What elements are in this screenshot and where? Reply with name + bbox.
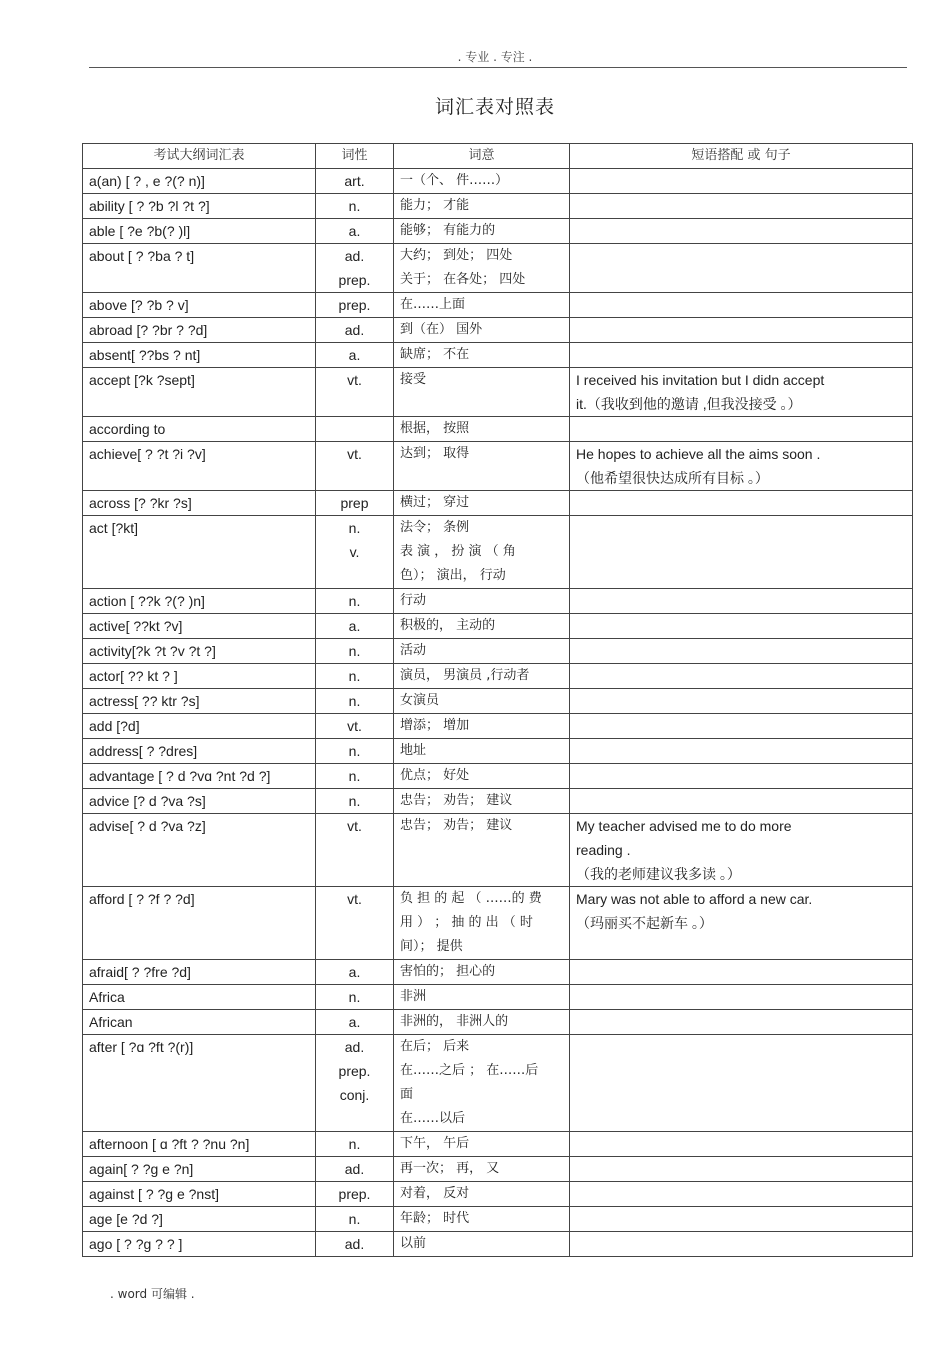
example-cell [570,1232,913,1257]
pos-line: n. [348,768,361,784]
table-row [83,689,913,714]
meaning-line: 接受 [400,372,427,387]
table-row [83,789,913,814]
table-row [83,442,913,491]
meaning-cell [394,343,570,368]
meaning-line: 在……之后 ； 在……后 [400,1063,539,1078]
pos-line: prep. [338,1186,371,1202]
pos-line: vt. [347,372,362,388]
meaning-line: 积极的， 主动的 [400,618,496,633]
pos-cell [316,764,394,789]
pos-line: n. [348,643,361,659]
pos-line: a. [348,618,361,634]
table-row [83,1132,913,1157]
header-meaning: 词意 [394,144,570,169]
word-cell: according to [83,417,316,442]
meaning-line: 演员， 男演员 ,行动者 [400,668,530,683]
table-row [83,1010,913,1035]
example-cell [570,739,913,764]
pos-cell [316,491,394,516]
meaning-line: 能够； 有能力的 [400,223,496,238]
pos-line: a. [348,347,361,363]
table-row [83,293,913,318]
example-line: My teacher advised me to do more [576,818,792,834]
example-cell [570,194,913,219]
table-row [83,516,913,589]
pos-cell [316,417,394,442]
meaning-cell [394,516,570,589]
table-row [83,814,913,887]
pos-cell [316,169,394,194]
example-line: it.（我收到他的邀请 ,但我没接受 。） [576,396,802,412]
pos-cell [316,1157,394,1182]
word-cell: actor[ ?? kt ? ] [83,664,316,689]
table-header-row [83,144,913,169]
meaning-cell [394,887,570,960]
word-cell: Africa [83,985,316,1010]
pos-line: n. [348,793,361,809]
word-cell: absent[ ??bs ? nt] [83,343,316,368]
meaning-line: 色）； 演出， 行动 [400,568,506,583]
example-cell [570,714,913,739]
meaning-line: 害怕的； 担心的 [400,964,496,979]
word-cell: advice [? d ?va ?s] [83,789,316,814]
pos-line: n. [348,593,361,609]
pos-cell [316,1207,394,1232]
word-cell: accept [?k ?sept] [83,368,316,417]
pos-cell [316,1035,394,1132]
table-row [83,960,913,985]
pos-cell [316,1010,394,1035]
meaning-line: 根据， 按照 [400,421,470,436]
pos-line: prep. [338,297,371,313]
pos-line: vt. [347,891,362,907]
meaning-cell [394,789,570,814]
table-row [83,764,913,789]
pos-line: vt. [347,718,362,734]
meaning-line: 面 [400,1087,414,1102]
pos-cell [316,219,394,244]
pos-cell [316,1182,394,1207]
example-line: （我的老师建议我多读 。） [576,866,741,882]
pos-line: conj. [339,1087,370,1103]
word-cell: afraid[ ? ?fre ?d] [83,960,316,985]
pos-line: n. [348,989,361,1005]
example-cell [570,1157,913,1182]
pos-cell [316,1132,394,1157]
meaning-line: 增添； 增加 [400,718,470,733]
meaning-line: 对着， 反对 [400,1186,470,1201]
meaning-line: 用 ） ； 抽 的 出 （ 时 [400,915,533,930]
example-cell [570,789,913,814]
example-cell [570,985,913,1010]
pos-line: n. [348,1136,361,1152]
example-cell [570,887,913,960]
word-cell: ago [ ? ?g ? ? ] [83,1232,316,1257]
meaning-cell [394,293,570,318]
pos-line: n. [348,520,361,536]
meaning-cell [394,664,570,689]
meaning-line: 在……以后 [400,1111,466,1126]
meaning-line: 间）； 提供 [400,939,463,954]
meaning-cell [394,244,570,293]
word-cell: about [ ? ?ba ? t] [83,244,316,293]
word-cell: afternoon [ ɑ ?ft ? ?nu ?n] [83,1132,316,1157]
pos-cell [316,714,394,739]
meaning-line: 能力； 才能 [400,198,470,213]
table-row [83,1157,913,1182]
meaning-line: 活动 [400,643,427,658]
meaning-cell [394,714,570,739]
pos-line: ad. [344,1039,365,1055]
meaning-cell [394,1232,570,1257]
pos-line: n. [348,668,361,684]
page-title: 词汇表对照表 [434,96,555,118]
example-cell [570,169,913,194]
example-cell [570,491,913,516]
table-row [83,343,913,368]
word-cell: against [ ? ?g e ?nst] [83,1182,316,1207]
example-cell [570,1207,913,1232]
pos-cell [316,639,394,664]
meaning-cell [394,739,570,764]
word-cell: actress[ ?? ktr ?s] [83,689,316,714]
table-row [83,1035,913,1132]
pos-cell [316,739,394,764]
example-cell [570,960,913,985]
pos-line: vt. [347,446,362,462]
meaning-cell [394,318,570,343]
pos-line: a. [348,223,361,239]
table-row [83,639,913,664]
example-line: （玛丽买不起新车 。） [576,915,713,931]
pos-cell [316,368,394,417]
table-row [83,1207,913,1232]
meaning-cell [394,814,570,887]
page-footer: . word 可编辑 . [110,1287,195,1301]
meaning-line: 忠告； 劝告； 建议 [400,793,513,808]
pos-cell [316,960,394,985]
example-line: Mary was not able to afford a new car. [576,891,813,907]
meaning-line: 一（个、 件……） [400,173,509,188]
example-cell [570,442,913,491]
meaning-cell [394,442,570,491]
example-cell [570,343,913,368]
example-cell [570,244,913,293]
table-row [83,368,913,417]
word-cell: add [?d] [83,714,316,739]
example-cell [570,368,913,417]
pos-line: ad. [344,322,365,338]
table-row [83,491,913,516]
pos-cell [316,985,394,1010]
pos-cell [316,589,394,614]
example-cell [570,589,913,614]
example-cell [570,516,913,589]
pos-cell [316,194,394,219]
meaning-line: 下午， 午后 [400,1136,470,1151]
pos-line: v. [349,544,360,560]
meaning-cell [394,219,570,244]
meaning-line: 到（在） 国外 [400,322,483,337]
example-cell [570,1132,913,1157]
example-line: （他希望很快达成所有目标 。） [576,470,769,486]
pos-line: a. [348,1014,361,1030]
meaning-line: 大约； 到处； 四处 [400,248,513,263]
meaning-cell [394,1182,570,1207]
example-cell [570,219,913,244]
example-cell [570,417,913,442]
meaning-line: 行动 [400,593,427,608]
meaning-line: 地址 [400,743,427,758]
meaning-cell [394,368,570,417]
page-header: . 专业 . 专注 . [457,50,533,64]
example-line: I received his invitation but I didn accept [576,372,825,388]
meaning-cell [394,194,570,219]
example-cell [570,664,913,689]
table-row [83,985,913,1010]
example-cell [570,1035,913,1132]
pos-line: art. [344,173,365,189]
word-cell: able [ ?e ?b(? )l] [83,219,316,244]
table-row [83,318,913,343]
pos-cell [316,293,394,318]
meaning-cell [394,1157,570,1182]
meaning-line: 年龄； 时代 [400,1211,470,1226]
meaning-line: 以前 [400,1236,427,1251]
pos-line: prep. [338,1063,371,1079]
table-row [83,739,913,764]
example-cell [570,689,913,714]
pos-cell [316,689,394,714]
word-cell: active[ ??kt ?v] [83,614,316,639]
example-line: He hopes to achieve all the aims soon . [576,446,821,462]
meaning-line: 女演员 [400,693,440,708]
word-cell: a(an) [ ? , e ?(? n)] [83,169,316,194]
meaning-line: 达到； 取得 [400,446,470,461]
pos-line: ad. [344,248,365,264]
table-row [83,614,913,639]
word-cell: activity[?k ?t ?v ?t ?] [83,639,316,664]
pos-line: n. [348,743,361,759]
table-row [83,664,913,689]
meaning-cell [394,639,570,664]
pos-cell [316,664,394,689]
table-row [83,1232,913,1257]
word-cell: afford [ ? ?f ? ?d] [83,887,316,960]
example-cell [570,1182,913,1207]
table-row [83,194,913,219]
example-cell [570,318,913,343]
pos-cell [316,318,394,343]
word-cell: advantage [ ? d ?vɑ ?nt ?d ?] [83,764,316,789]
meaning-cell [394,589,570,614]
pos-line: ad. [344,1161,365,1177]
pos-line: prep [340,495,369,511]
word-cell: act [?kt] [83,516,316,589]
meaning-line: 表 演 ， 扮 演 （ 角 [400,544,516,559]
meaning-cell [394,614,570,639]
table-row [83,589,913,614]
header-word: 考试大纲词汇表 [83,144,316,169]
example-line: reading . [576,842,631,858]
example-cell [570,764,913,789]
meaning-cell [394,764,570,789]
pos-cell [316,887,394,960]
meaning-cell [394,491,570,516]
example-cell [570,614,913,639]
meaning-line: 在……上面 [400,297,466,312]
meaning-line: 横过； 穿过 [400,495,470,510]
pos-cell [316,244,394,293]
meaning-line: 忠告； 劝告； 建议 [400,818,513,833]
pos-line: ad. [344,1236,365,1252]
meaning-cell [394,1035,570,1132]
pos-line: n. [348,198,361,214]
example-cell [570,814,913,887]
meaning-cell [394,417,570,442]
pos-line: prep. [338,272,371,288]
table-row [83,714,913,739]
pos-line: n. [348,693,361,709]
word-cell: ability [ ? ?b ?l ?t ?] [83,194,316,219]
pos-cell [316,814,394,887]
word-cell: age [e ?d ?] [83,1207,316,1232]
word-cell: achieve[ ? ?t ?i ?v] [83,442,316,491]
meaning-line: 再一次； 再， 又 [400,1161,500,1176]
meaning-cell [394,960,570,985]
vocabulary-table [82,143,913,1257]
pos-cell [316,442,394,491]
table-row [83,244,913,293]
table-row [83,887,913,960]
word-cell: above [? ?b ? v] [83,293,316,318]
meaning-cell [394,169,570,194]
header-pos: 词性 [316,144,394,169]
meaning-line: 法令； 条例 [400,520,470,535]
pos-cell [316,1232,394,1257]
example-cell [570,1010,913,1035]
table-row [83,1182,913,1207]
word-cell: African [83,1010,316,1035]
table-row [83,169,913,194]
meaning-line: 非洲 [400,989,427,1004]
header-example: 短语搭配 或 句子 [570,144,913,169]
meaning-cell [394,1010,570,1035]
meaning-line: 非洲的， 非洲人的 [400,1014,509,1029]
word-cell: across [? ?kr ?s] [83,491,316,516]
table-row [83,219,913,244]
meaning-line: 在后； 后来 [400,1039,470,1054]
word-cell: action [ ??k ?(? )n] [83,589,316,614]
meaning-cell [394,1132,570,1157]
meaning-cell [394,985,570,1010]
word-cell: after [ ?ɑ ?ft ?(r)] [83,1035,316,1132]
pos-cell [316,789,394,814]
meaning-cell [394,689,570,714]
meaning-line: 关于； 在各处； 四处 [400,272,526,287]
pos-cell [316,614,394,639]
pos-cell [316,343,394,368]
word-cell: address[ ? ?dres] [83,739,316,764]
example-cell [570,639,913,664]
pos-line: a. [348,964,361,980]
header-rule [89,67,907,68]
pos-line: vt. [347,818,362,834]
pos-cell [316,516,394,589]
meaning-line: 优点； 好处 [400,768,470,783]
pos-line: n. [348,1211,361,1227]
meaning-cell [394,1207,570,1232]
meaning-line: 负 担 的 起 （ ……的 费 [400,891,542,906]
table-body [83,169,913,1257]
table-row [83,417,913,442]
word-cell: abroad [? ?br ? ?d] [83,318,316,343]
example-cell [570,293,913,318]
meaning-line: 缺席； 不在 [400,347,470,362]
word-cell: again[ ? ?g e ?n] [83,1157,316,1182]
word-cell: advise[ ? d ?va ?z] [83,814,316,887]
